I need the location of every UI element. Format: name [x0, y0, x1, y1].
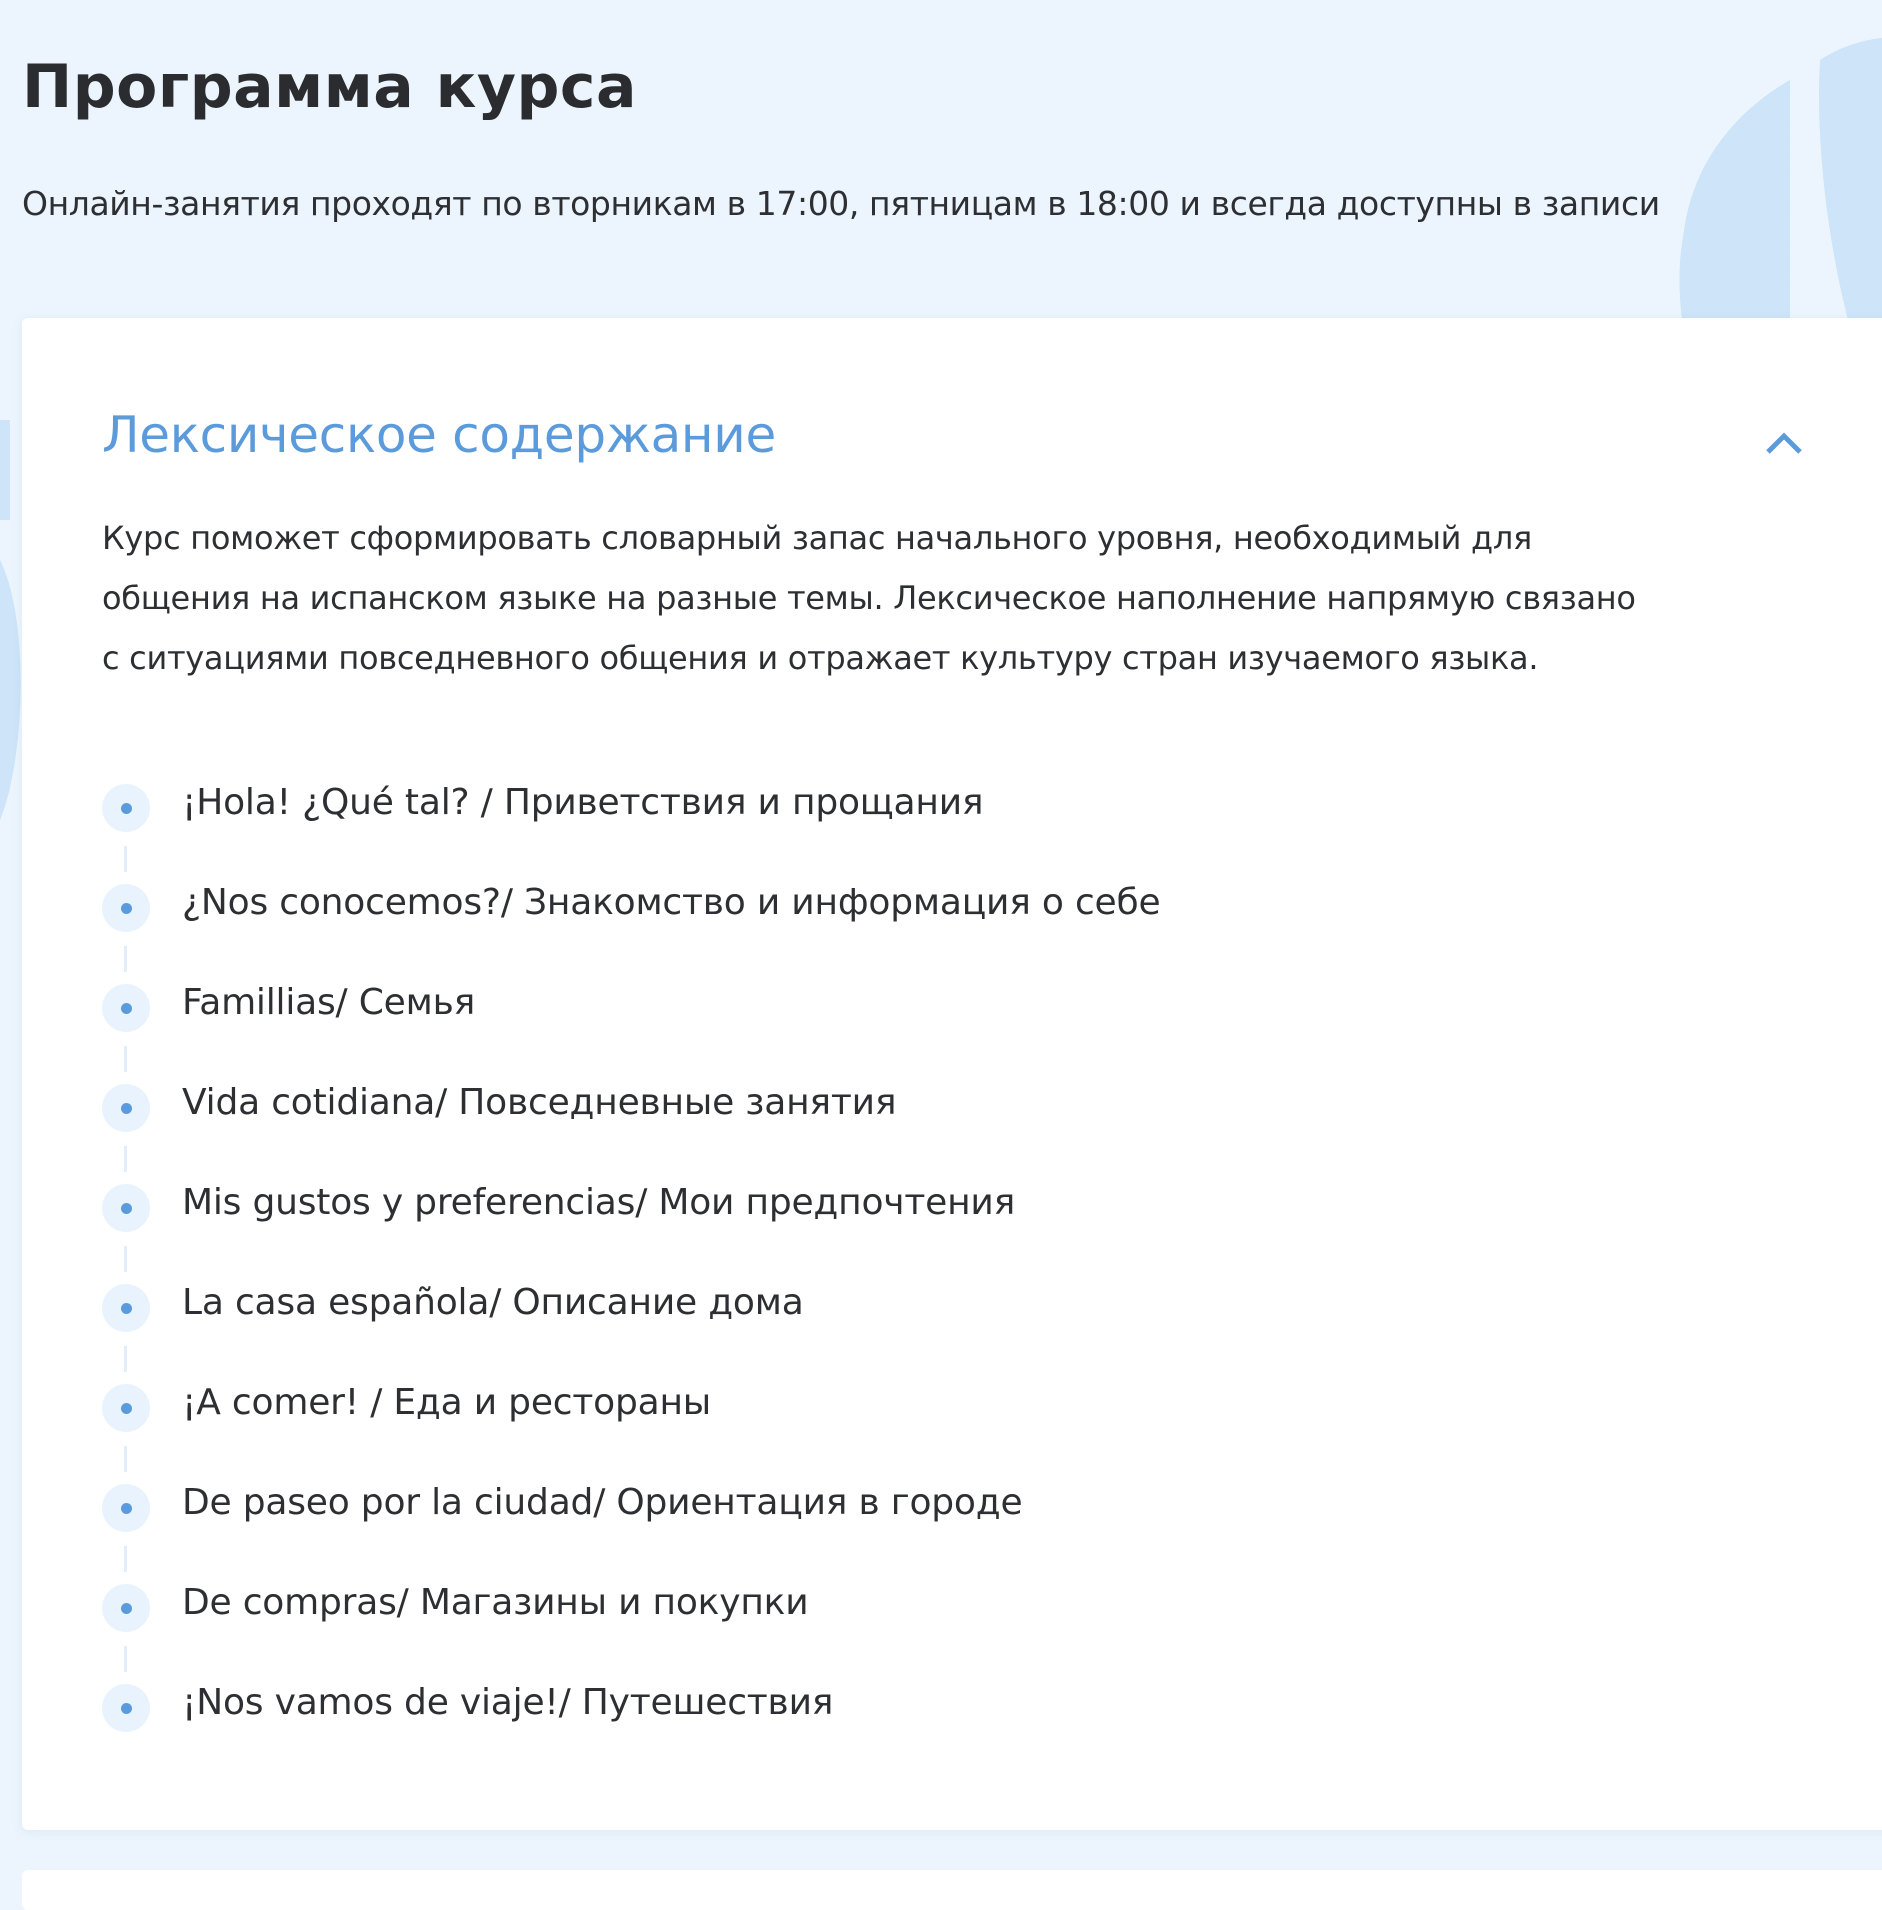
- topic-label: Vida cotidiana/ Повседневные занятия: [182, 1082, 897, 1123]
- topic-label: La casa española/ Описание дома: [182, 1282, 804, 1323]
- timeline-connector: [124, 1246, 127, 1272]
- accordion-title[interactable]: Лексическое содержание: [102, 406, 776, 464]
- accordion-lexical-content: [22, 318, 1882, 1830]
- topic-label: Mis gustos y preferencias/ Мои предпочтения: [182, 1182, 1016, 1223]
- timeline-connector: [124, 1546, 127, 1572]
- topic-label: ¡Nos vamos de viaje!/ Путешествия: [182, 1682, 834, 1723]
- bullet-dot-icon: [102, 1684, 150, 1732]
- timeline-connector: [124, 946, 127, 972]
- timeline-connector: [124, 1146, 127, 1172]
- topic-label: ¿Nos conocemos?/ Знакомство и информация о себе: [182, 882, 1161, 923]
- bullet-dot-icon: [102, 984, 150, 1032]
- timeline-connector: [124, 1346, 127, 1372]
- topic-label: De compras/ Магазины и покупки: [182, 1582, 809, 1623]
- timeline-connector: [124, 1046, 127, 1072]
- bullet-dot-icon: [102, 1284, 150, 1332]
- chevron-up-icon[interactable]: [1762, 422, 1806, 466]
- bullet-dot-icon: [102, 1184, 150, 1232]
- bullet-dot-icon: [102, 1484, 150, 1532]
- bullet-dot-icon: [102, 1384, 150, 1432]
- timeline-connector: [124, 846, 127, 872]
- page-title: Программа курса: [22, 52, 637, 122]
- topic-label: De paseo por la ciudad/ Ориентация в городе: [182, 1482, 1023, 1523]
- timeline-connector: [124, 1446, 127, 1472]
- topic-label: ¡Hola! ¿Qué tal? / Приветствия и прощания: [182, 782, 984, 823]
- topic-label: Famillias/ Семья: [182, 982, 476, 1023]
- section-description: Курс поможет сформировать словарный запас начального уровня, необходимый для общения на испанском языке на разные темы. Лексическое наполнение напрямую связано с ситуациями повседневного общения и отражает культуру стран изучаемого языка.: [102, 519, 1636, 677]
- bullet-dot-icon: [102, 1084, 150, 1132]
- bullet-dot-icon: [102, 784, 150, 832]
- topic-label: ¡A comer! / Еда и рестораны: [182, 1382, 712, 1423]
- timeline-connector: [124, 1646, 127, 1672]
- schedule-subtitle: Онлайн-занятия проходят по вторникам в 17:00, пятницам в 18:00 и всегда доступны в записи: [22, 184, 1660, 223]
- bullet-dot-icon: [102, 1584, 150, 1632]
- next-accordion-card[interactable]: [22, 1870, 1882, 1910]
- bullet-dot-icon: [102, 884, 150, 932]
